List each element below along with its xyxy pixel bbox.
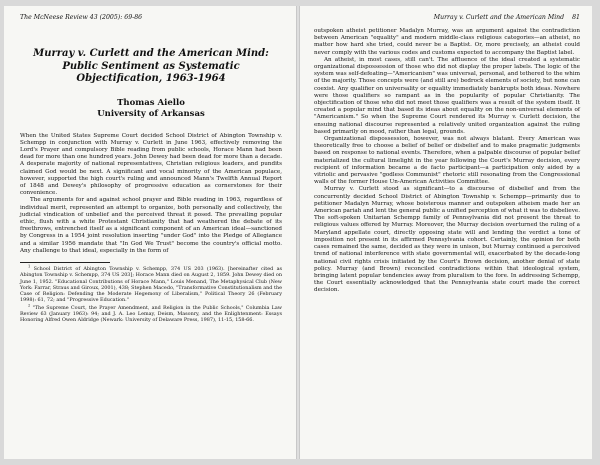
running-head-right bbox=[314, 14, 580, 22]
left-page bbox=[4, 6, 296, 459]
running-head-left: The McNeese Review 43 (2005): 69-86 bbox=[20, 14, 143, 21]
footnote: $^2$ "The Supreme Court, the Prayer Amendment, and Religion in the Public Schools," Columbia Law Review 63 (January 1963): 94; and J. A. Leo Lemay, Deism, Masonry, and the Enlightenment: Essays Honoring Alfred Owen Aldridge (Newark: University of Delaware Press, 1987), 11-15, 158-66. bbox=[20, 303, 282, 324]
footnote: $^1$ School District of Abington Township v. Schempp, 374 US 203 (1963). [hereinafter cited as Abington Township v. Schempp, 374 US 203]; Horace Mann died on August 2, 1859. John Dewey died on June 1, 1952. "Educational Contributions of Horace Mann," Louis Menand, The Metaphysical Club (New York: Farrar, Straus and Giroux, 2001), 438; Stephen Macedo, "Transformative Constitutionalism and the Case of Religion: Defending the Moderate Hegemony of Liberalism," Political Theory 26 (February 1998): 61, 72; and "Progressive Education." bbox=[20, 264, 282, 304]
right-paragraph: outspoken atheist petitioner Madalyn Murray, was an argument against the contradiction between American "equality" and modern middle-class religious categories—an atheist, no matter how hard she tried, could never be a Baptist. Or, more precisely, an atheist could never comply with the various codes and customs expected to accompany the Baptist label. bbox=[314, 28, 580, 56]
right-body bbox=[314, 28, 580, 295]
right-paragraph: Organizational dispossession, however, was not always blatant. Every American was theoretically free to choose a belief of belief or disbelief and to make pragmatic judgments based on response to national events. Therefore, when a palpable discourse of popular belief materialized the cultural limelight in the year following the Court's Murray decision, every recipient of information became a de facto participant—a participation only aided by a vitriolic and pervasive "godless Communist" rhetoric still resonating from the Congressional walls of the former House Un-American Activities Committee. bbox=[314, 136, 580, 186]
right-page bbox=[300, 6, 592, 459]
right-paragraph: An atheist, in most cases, still can't. The affluence of the ideal created a systematic organizational dispossession of those who did not display the proper labels. The logic of the system was self-defeating—"Americanism" was universal, personal, and tethered to the whim of the majority. Those concepts were (and still are) bedrock elements of society, but none can coexist. Any qualifier on universality or equality immediately bankrupts both ideas. Nowhere were those qualifiers so rampant as in the popularity of popular Christianity. The objectification of those who did not meet those qualifiers was a result of the system itself. It created a popular mind that based its ideas about equality on the non-universal elements of "Americanism." So when the Supreme Court rendered its Murray v. Curlett decision, the ensuing national discourse represented a relatively united organization against the ruling based primarily on mood, rather than legal, grounds. bbox=[314, 56, 580, 135]
article-title: Murray v. Curlett and the American Mind: Public Sentiment as Systematic Objectification, 1963-1964 bbox=[33, 48, 269, 84]
right-paragraph: Murray v. Curlett stood as significant—to a discourse of disbelief and from the concurrently decided School District of Abington Township v. Schempp—primarily due to petitioner Madalyn Murray, whose boisterous manner and outspoken atheism made her an American pariah and lent the general public a unified perception of what it was to disbelieve. The soft-spoken Unitarian Schempp family of Pennsylvania did not present the threat to religious values offered by Murray. Moreover, the Murray decision overturned the ruling of a Maryland appellate court, directly opposing state will and lending the verdict a tone of imposition not present in its affirmed Pennsylvania cohort. Certainly, the opinion for both cases remained the same, decided as they were in unison, but Murray continued a perceived trend of national interference with state governmental will, exacerbated by the decade-long national civil rights crisis initiated by the Court's Brown decision, another denial of state policy. Murray (and Brown) reconciled contradictions within that ideological system, bringing latent popular tendencies away from pluralism to the fore. In addressing Schempp, the Court essentially acknowledged that the Pennsylvania state court made the correct decision. bbox=[314, 186, 580, 294]
footnote-text: School District of Abington Township v. Schempp, 374 US 203 (1963). [hereinafter cited as Abington Township v. Schempp, 374 US 203]; Horace Mann died on August 2, 1859. John Dewey died on June 1, 1952. "Educational Contributions of Horace Mann," Louis Menand, The Metaphysical Club (New York: Farrar, Straus and Giroux, 2001), 438; Stephen Macedo, "Transformative Constitutionalism and the Case of Religion: Defending the Moderate Hegemony of Liberalism," Political Theory 26 (February 1998): 61, 72; and "Progressive Education." bbox=[20, 265, 282, 304]
left-paragraph: The arguments for and against school prayer and Bible reading in 1963, regardless of individual merit, represented an attempt to organize, both personally and collectively, the judicial vindication of unbelief and the perceived threat it posed. The prevailing popular ethic, flush with a white Protestant Christianity that had weathered the debate of its freethrows, entrenched itself as a significant component of an American ideal—sanctioned by Congress in a 1954 joint resolution inserting "under God" into the Pledge of Allegiance and a similar 1956 mandate that "In God We Trust" become the country's official motto. Any challenge to that ideal, especially in the form of bbox=[20, 197, 282, 254]
author-affiliation: University of Arkansas bbox=[97, 108, 205, 119]
left-body bbox=[20, 133, 282, 255]
left-paragraph: When the United States Supreme Court decided School District of Abington Township v. Schempp in conjunction with Murray v. Curlett in June 1963, effectively removing the Lord's Prayer and compulsory Bible reading from public schools, Horace Mann had been dead for more than one hundred years. John Dewey had been dead for more than a decade. A desperate majority of national representatives, Christian religious leaders, and pundits claimed God would be next. A significant and vocal minority of the American populace, however, supported the high court's ruling and announced Mann's Twelfth Annual Report of 1848 and Dewey's philosophy of progressive education as cornerstones for their convenience. bbox=[20, 132, 282, 197]
footnote-text: "The Supreme Court, the Prayer Amendment, and Religion in the Public Schools," Columbia Law Review 63 (January 1963): 94; and J. A. Leo Lemay, Deism, Masonry, and the Enlightenment: Essays Honoring Alfred Owen Aldridge (Newark: University of Delaware Press, 1987), 11-15, 158-66. bbox=[20, 304, 282, 324]
author-name: Thomas Aiello bbox=[117, 97, 185, 108]
footnotes bbox=[20, 266, 282, 324]
page-number: 81 bbox=[572, 14, 580, 21]
running-head-title: Murray v. Curlett and the American Mind bbox=[433, 14, 565, 21]
footnote-rule bbox=[20, 262, 110, 263]
